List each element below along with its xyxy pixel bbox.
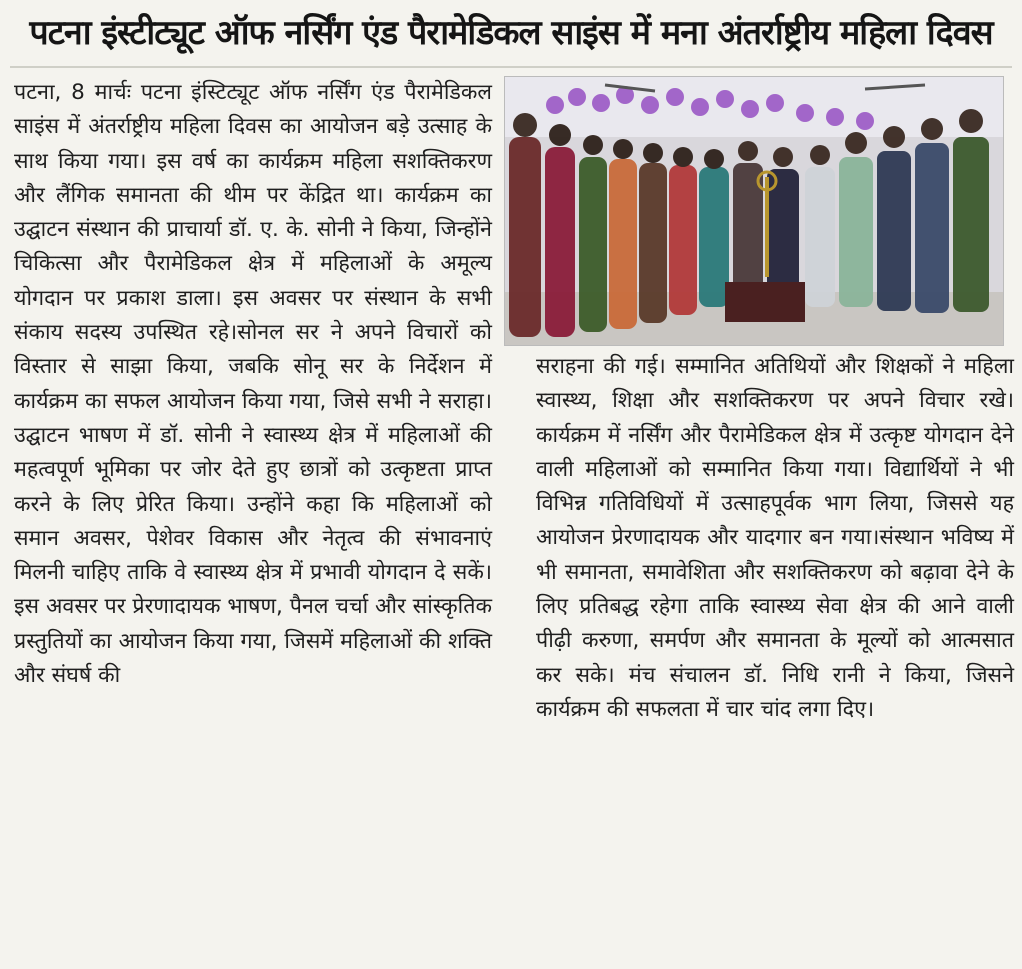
article-column-right: सराहना की गई। सम्मानित अतिथियों और शिक्षकों ने महिला स्वास्थ्य, शिक्षा और सशक्तिकरण पर अपने विचार रखे।कार्यक्रम में नर्सिंग और पैरामेडिकल क्षेत्र में उत्कृष्ट योगदान देने वाली महिलाओं को सम्मानित किया गया। विद्यार्थियों ने भी विभिन्न गतिविधियों में उत्साहपूर्वक भाग लिया, जिससे यह आयोजन प्रेरणादायक और यादगार बन गया।संस्थान भविष्य में भी समानता, समावेशिता और सशक्तिकरण को बढ़ावा देने के लिए प्रतिबद्ध रहेगा ताकि स्वास्थ्य सेवा क्षेत्र की आने वाली पीढ़ी करुणा, समर्पण और समानता के मूल्यों को आत्मसात कर सके। मंच संचालन डॉ. निधि रानी ने किया, जिसने कार्यक्रम की सफलता में चार चांद लगा दिए। [536,354,1014,722]
headline: पटना इंस्टीट्यूट ऑफ नर्सिंग एंड पैरामेडिकल साइंस में मना अंतर्राष्ट्रीय महिला दिवस [29,13,993,53]
headline-divider [10,66,1012,68]
article-column-left: पटना, 8 मार्चः पटना इंस्टिट्यूट ऑफ नर्सिंग एंड पैरामेडिकल साइंस में अंतर्राष्ट्रीय महिला दिवस का आयोजन बड़े उत्साह के साथ किया गया। इस वर्ष का कार्यक्रम महिला सशक्तिकरण और लैंगिक समानता की थीम पर केंद्रित था। कार्यक्रम का उद्घाटन संस्थान की प्राचार्या डॉ. ए. के. सोनी ने किया, जिन्होंने चिकित्सा और पैरामेडिकल क्षेत्र में महिलाओं के अमूल्य योगदान पर प्रकाश डाला। इस अवसर पर संस्थान के सभी संकाय सदस्य उपस्थित रहे।सोनल सर ने अपने विचारों को विस्तार से साझा किया, जबकि सोनू सर के निर्देशन में कार्यक्रम का सफल आयोजन किया गया, जिसे सभी ने सराहा। उद्घाटन भाषण में डॉ. सोनी ने स्वास्थ्य क्षेत्र में महिलाओं की महत्वपूर्ण भूमिका पर जोर देते हुए छात्रों को उत्कृष्टता प्राप्त करने के लिए प्रेरित किया। उन्होंने कहा कि महिलाओं को समान अवसर, पेशेवर विकास और नेतृत्व की संभावनाएं मिलनी चाहिए ताकि वे स्वास्थ्य क्षेत्र में प्रभावी योगदान दे सकें। इस अवसर पर प्रेरणादायक भाषण, पैनल चर्चा और सांस्कृतिक प्रस्तुतियों का आयोजन किया गया, जिसमें महिलाओं की शक्ति और संघर्ष की [14,80,492,689]
event-photo [504,76,1004,346]
